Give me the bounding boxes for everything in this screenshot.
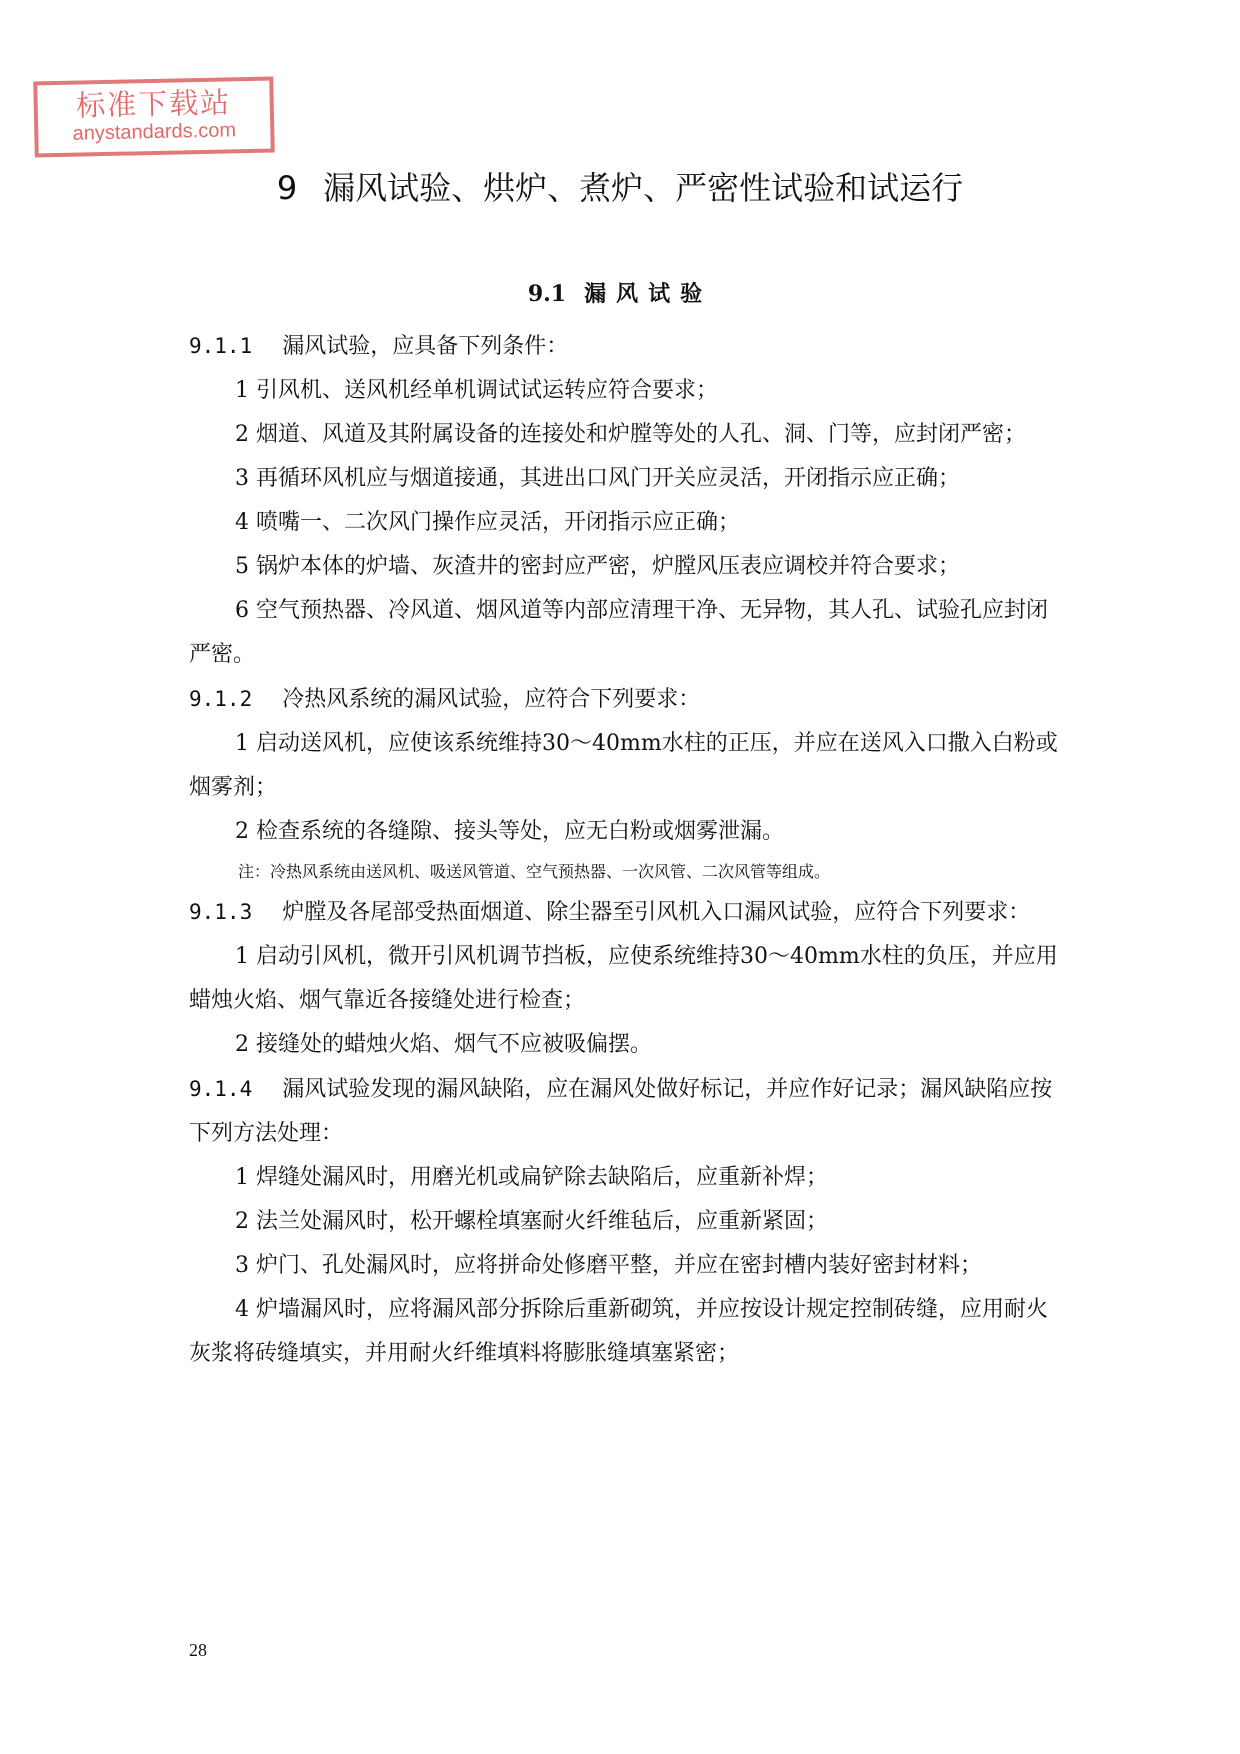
watermark-text-en: anystandards.com: [72, 119, 237, 145]
clause-number: 9.1.3: [189, 900, 253, 924]
clause-item: 1 焊缝处漏风时，用磨光机或扁铲除去缺陷后，应重新补焊；: [235, 1165, 828, 1190]
clause-text: 冷热风系统的漏风试验，应符合下列要求：: [282, 687, 701, 712]
watermark-stamp: [33, 76, 275, 157]
clause-heading: [189, 1067, 1061, 1156]
clause-text: 漏风试验发现的漏风缺陷，应在漏风处做好标记，并应作好记录；漏风缺陷应按下列方法处理：: [189, 1077, 1053, 1146]
clause-item: 3 炉门、孔处漏风时，应将拼命处修磨平整，并应在密封槽内装好密封材料；: [235, 1253, 982, 1278]
clause-item: 6 空气预热器、冷风道、烟风道等内部应清理干净、无异物，其人孔、试验孔应封闭严密。: [189, 598, 1048, 667]
clause-item: 2 法兰处漏风时，松开螺栓填塞耐火纤维毡后，应重新紧固；: [235, 1209, 828, 1234]
clause-item: 2 接缝处的蜡烛火焰、烟气不应被吸偏摆。: [235, 1032, 652, 1057]
chapter-title-text: 漏风试验、烘炉、煮炉、严密性试验和试运行: [323, 169, 964, 207]
clause-item: 4 炉墙漏风时，应将漏风部分拆除后重新砌筑，并应按设计规定控制砖缝，应用耐火灰浆将砖缝填实，并用耐火纤维填料将膨胀缝填塞紧密；: [189, 1297, 1048, 1366]
clause-number: 9.1.4: [189, 1077, 253, 1101]
clause-item: 4 喷嘴一、二次风门操作应灵活，开闭指示应正确；: [235, 510, 740, 535]
clause-item: 1 启动送风机，应使该系统维持30～40mm水柱的正压，并应在送风入口撒入白粉或烟雾剂；: [189, 731, 1058, 800]
document-body: [189, 324, 1061, 1376]
clause-item: 2 烟道、风道及其附属设备的连接处和炉膛等处的人孔、洞、门等，应封闭严密；: [235, 422, 1026, 447]
clause-item: 1 引风机、送风机经单机调试试运转应符合要求；: [235, 378, 718, 403]
clause-item: 3 再循环风机应与烟道接通，其进出口风门开关应灵活，开闭指示应正确；: [235, 466, 960, 491]
clause-item: 5 锅炉本体的炉墙、灰渣井的密封应严密，炉膛风压表应调校并符合要求；: [235, 554, 960, 579]
clause-number: 9.1.1: [189, 334, 253, 358]
clause-item: 2 检查系统的各缝隙、接头等处，应无白粉或烟雾泄漏。: [235, 819, 784, 844]
page-number: 28: [189, 1640, 207, 1660]
clause-heading: [189, 324, 1061, 369]
watermark-text-cn: 标准下载站: [75, 85, 232, 123]
clause-item: 1 启动引风机，微开引风机调节挡板，应使系统维持30～40mm水柱的负压，并应用蜡烛火焰、烟气靠近各接缝处进行检查；: [189, 944, 1058, 1013]
chapter-title: [0, 163, 1240, 209]
chapter-number: 9: [276, 169, 298, 207]
clause-number: 9.1.2: [189, 687, 253, 711]
section-title: [0, 277, 1240, 308]
section-number: 9.1: [527, 281, 567, 307]
clause-note: 注：冷热风系统由送风机、吸送风管道、空气预热器、一次风管、二次风管等组成。: [238, 862, 831, 881]
clause-heading: [189, 677, 1061, 722]
section-title-text: 漏风试验: [584, 281, 713, 307]
clause-text: 炉膛及各尾部受热面烟道、除尘器至引风机入口漏风试验，应符合下列要求：: [282, 900, 1031, 925]
clause-heading: [189, 890, 1061, 935]
clause-text: 漏风试验，应具备下列条件：: [282, 334, 569, 359]
